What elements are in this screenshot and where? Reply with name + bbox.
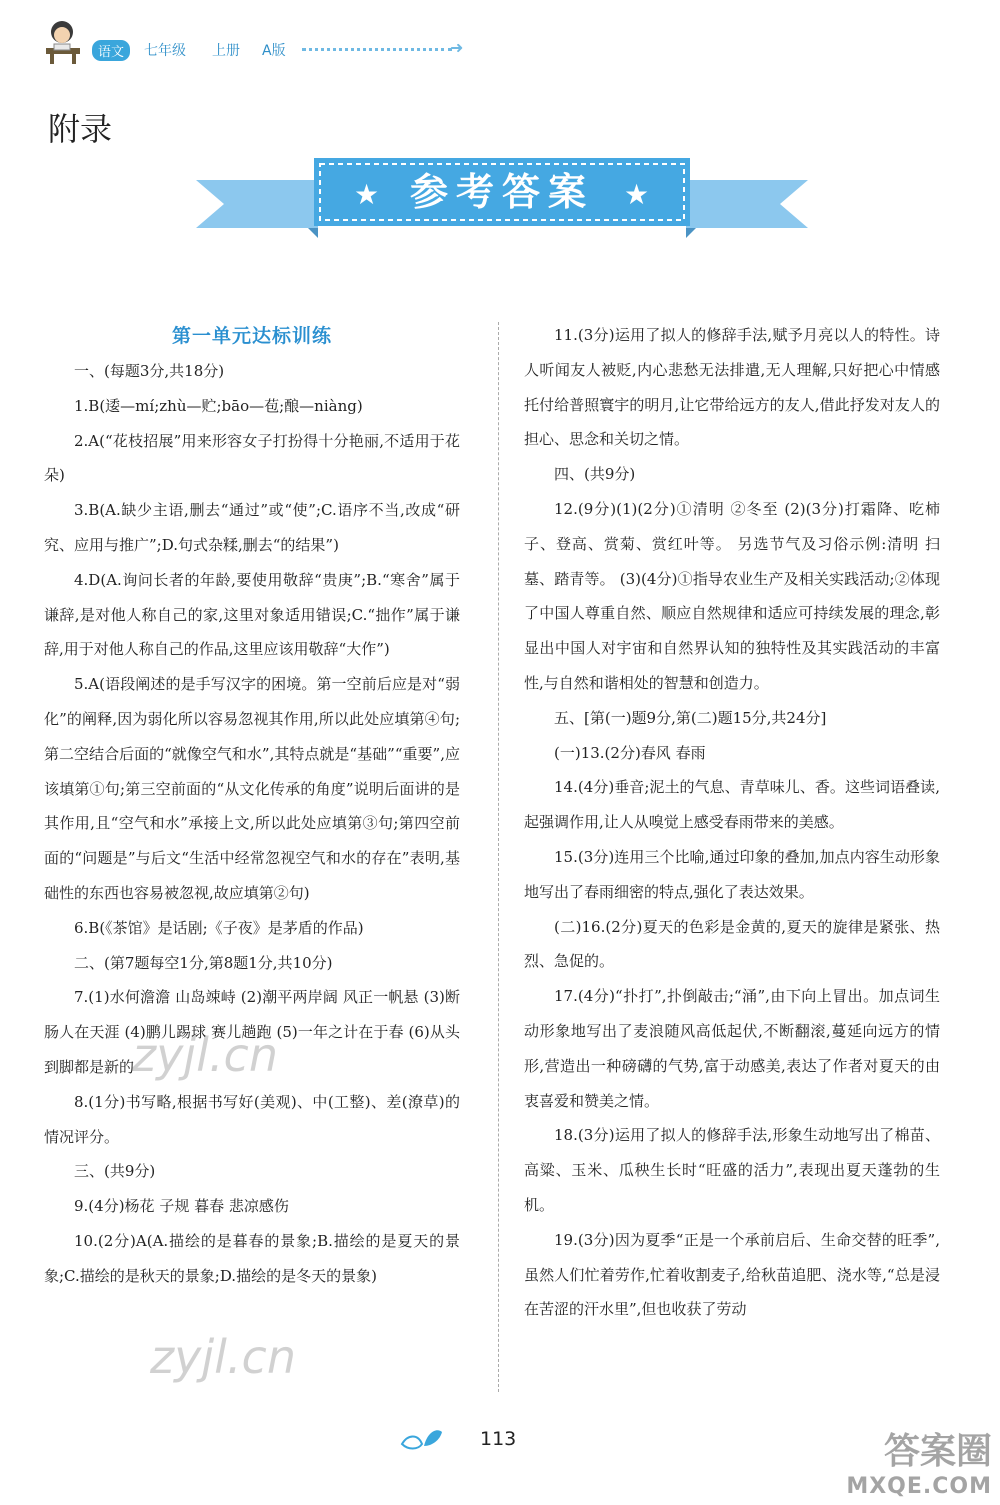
answer-paragraph: 14.(4分)垂音;泥土的气息、青草味儿、香。这些词语叠读,起强调作用,让人从嗅觉上感受春雨带来的美感。 bbox=[524, 778, 940, 832]
answer-paragraph: (二)16.(2分)夏天的色彩是金黄的,夏天的旋律是紧张、热烈、急促的。 bbox=[524, 917, 940, 971]
corner-watermark bbox=[846, 1423, 992, 1499]
header-dotted-line bbox=[302, 48, 452, 51]
watermark-site: zyjl.cn bbox=[132, 1028, 278, 1082]
answer-paragraph: 二、(第7题每空1分,第8题1分,共10分) bbox=[74, 953, 333, 972]
watermark-site: zyjl.cn bbox=[150, 1330, 296, 1384]
page-number: 113 bbox=[480, 1428, 517, 1450]
banner-title: 参考答案 bbox=[409, 170, 594, 214]
svg-text:★: ★ bbox=[624, 178, 650, 211]
answer-paragraph: 2.A(“花枝招展”用来形容女子打扮得十分艳丽,不适用于花朵) bbox=[44, 431, 460, 485]
grade-label: 七年级 bbox=[144, 43, 186, 59]
answer-paragraph: 4.D(A.询问长者的年龄,要使用敬辞“贵庚”;B.“寒舍”属于谦辞,是对他人称自己的家,这里对象适用错误;C.“拙作”属于谦辞,用于对他人称自己的作品,这里应该用敬辞“大作”) bbox=[44, 570, 460, 659]
answer-paragraph: 四、(共9分) bbox=[554, 465, 636, 484]
answer-paragraph: 12.(9分)(1)(2分)①清明 ②冬至 (2)(3分)打霜降、吃柿子、登高、赏菊、赏红叶等。 另选节气及习俗示例:清明 扫墓、踏青等。 (3)(4分)①指导农业生产及相关实践活动;②体现了中国人尊重自然、顺应自然规律和适应可持续发展的理念,彰显出中国人对宇宙和自然界认知的独特性及其实践活动的丰富性,与自然和谐相处的智慧和创造力。 bbox=[524, 499, 940, 692]
answer-paragraph: 1.B(逶—mí;zhù—贮;bāo—苞;酿—niàng) bbox=[74, 396, 363, 415]
answer-paragraph: 9.(4分)杨花 子规 暮春 悲凉感伤 bbox=[74, 1197, 289, 1216]
answer-paragraph: 6.B(《茶馆》是话剧;《子夜》是茅盾的作品) bbox=[74, 918, 364, 937]
answer-paragraph: 8.(1分)书写略,根据书写好(美观)、中(工整)、差(潦草)的情况评分。 bbox=[44, 1092, 460, 1146]
student-mascot-icon bbox=[40, 18, 88, 66]
answer-paragraph: 一、(每题3分,共18分) bbox=[74, 362, 225, 380]
answer-paragraph: (一)13.(2分)春风 春雨 bbox=[554, 743, 706, 762]
column-divider bbox=[498, 322, 499, 1392]
butterfly-icon bbox=[398, 1424, 446, 1454]
answer-paragraph: 19.(3分)因为夏季“正是一个承前启后、生命交替的旺季”,虽然人们忙着劳作,忙着收割麦子,给秋苗追肥、浇水等,“总是浸在苦涩的汗水里”,但也收获了劳动 bbox=[524, 1230, 940, 1319]
answer-paragraph: 10.(2分)A(A.描绘的是暮春的景象;B.描绘的是夏天的景象;C.描绘的是秋天的景象;D.描绘的是冬天的景象) bbox=[44, 1231, 460, 1285]
answer-banner bbox=[196, 152, 808, 238]
page-header bbox=[40, 18, 960, 68]
edition-label: A版 bbox=[262, 43, 286, 59]
subject-badge: 语文 bbox=[92, 40, 130, 61]
answer-paragraph: 17.(4分)“扑打”,扑倒敲击;“涌”,由下向上冒出。加点词生动形象地写出了麦浪随风高低起伏,不断翻滚,蔓延向远方的情形,营造出一种磅礴的气势,富于动感美,表达了作者对夏天的由衷喜爱和赞美之情。 bbox=[524, 987, 940, 1110]
right-column bbox=[524, 318, 940, 1327]
answer-paragraph: 7.(1)水何澹澹 山岛竦峙 (2)潮平两岸阔 风正一帆悬 (3)断肠人在天涯 (4)鹏儿踢球 赛儿趟跑 (5)一年之计在于春 (6)从头到脚都是新的 bbox=[44, 988, 460, 1076]
arrow-right-icon: ➜ bbox=[450, 38, 464, 57]
answer-paragraph: 五、[第(一)题9分,第(二)题15分,共24分] bbox=[554, 708, 827, 727]
page-heading: 附录 bbox=[48, 110, 113, 148]
svg-text:★: ★ bbox=[354, 178, 380, 211]
volume-label: 上册 bbox=[212, 43, 240, 59]
left-column bbox=[44, 318, 460, 1294]
section-title: 第一单元达标训练 bbox=[171, 325, 332, 347]
answer-paragraph: 18.(3分)运用了拟人的修辞手法,形象生动地写出了棉苗、高粱、玉米、瓜秧生长时“旺盛的活力”,表现出夏天蓬勃的生机。 bbox=[524, 1126, 940, 1214]
answer-paragraph: 三、(共9分) bbox=[74, 1162, 156, 1181]
watermark-corner-top: 答案圈 bbox=[883, 1431, 992, 1472]
answer-paragraph: 15.(3分)连用三个比喻,通过印象的叠加,加点内容生动形象地写出了春雨细密的特点,强化了表达效果。 bbox=[524, 847, 940, 901]
answer-paragraph: 11.(3分)运用了拟人的修辞手法,赋予月亮以人的特性。诗人听闻友人被贬,内心悲愁无法排遣,无人理解,只好把心中情感托付给普照寰宇的明月,让它带给远方的友人,借此抒发对友人的担心、思念和关切之情。 bbox=[524, 326, 940, 449]
answer-paragraph: 5.A(语段阐述的是手写汉字的困境。第一空前后应是对“弱化”的阐释,因为弱化所以容易忽视其作用,所以此处应填第④句;第二空结合后面的“就像空气和水”,其特点就是“基础”“重要”,应该填第①句;第三空前面的“从文化传承的角度”说明后面讲的是其作用,且“空气和水”承接上文,所以此处应填第③句;第四空前面的“问题是”与后文“生活中经常忽视空气和水的存在”表明,基础性的东西也容易被忽视,故应填第②句) bbox=[44, 675, 460, 902]
answer-paragraph: 3.B(A.缺少主语,删去“通过”或“使”;C.语序不当,改成“研究、应用与推广”;D.句式杂糅,删去“的结果”) bbox=[44, 501, 460, 554]
watermark-corner-bottom: MXQE.COM bbox=[846, 1474, 992, 1499]
